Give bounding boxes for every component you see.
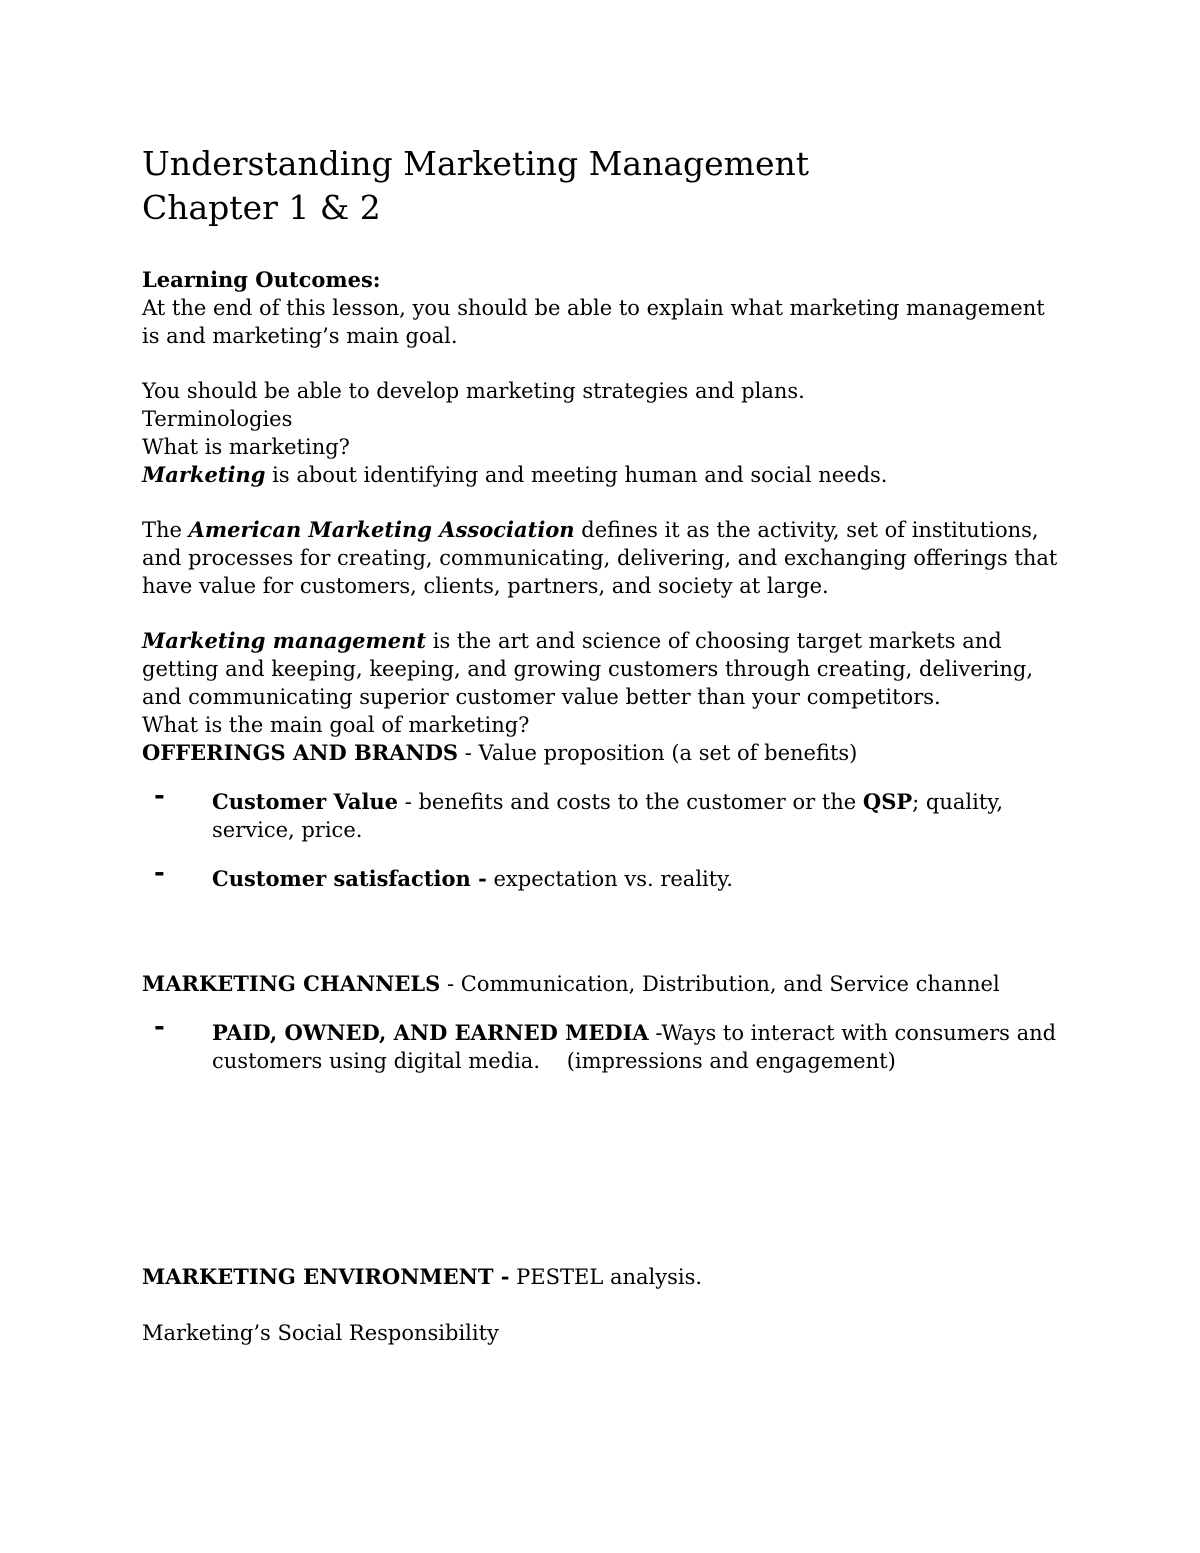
document-content (142, 142, 1062, 1347)
list-item-customer-value (142, 781, 1062, 844)
offerings-heading: OFFERINGS AND BRANDS (142, 740, 459, 765)
social-responsibility-line: Marketing’s Social Responsibility (142, 1321, 499, 1345)
learning-outcomes-heading: Learning Outcomes: (142, 267, 381, 292)
marketing-definition-text: is about identifying and meeting human and social needs. (265, 463, 888, 487)
customer-satisfaction-text: expectation vs. reality. (486, 867, 733, 891)
marketing-term: Marketing (142, 462, 266, 487)
customer-value-rest: ; quality, service, price. (212, 790, 1004, 842)
marketing-management-definition (142, 627, 1062, 711)
document-subtitle: Chapter 1 & 2 (142, 188, 381, 227)
marketing-management-text: is the art and science of choosing target markets and getting and keeping, keeping, and growing customers through creating, delivering, and communicating superior customer value better than your competitors. (142, 629, 1034, 709)
ama-prefix: The (142, 518, 189, 542)
bullet-dash: - (154, 781, 165, 811)
media-term: PAID, OWNED, AND EARNED MEDIA (212, 1020, 649, 1045)
marketing-environment-heading: MARKETING ENVIRONMENT - (142, 1264, 510, 1289)
main-goal-question: What is the main goal of marketing? (142, 713, 530, 737)
offerings-line (142, 739, 1062, 767)
offerings-text: - Value proposition (a set of benefits) (458, 741, 858, 765)
ama-definition (142, 516, 1062, 600)
marketing-channels-heading: MARKETING CHANNELS (142, 971, 441, 996)
list-item-customer-satisfaction (142, 858, 1062, 893)
customer-value-text: - benefits and costs to the customer or the (398, 790, 863, 814)
qsp-term: QSP (862, 789, 913, 814)
ama-definition-text: defines it as the activity, set of institutions, and processes for creating, communicating, delivering, and exchanging offerings that have value for customers, clients, partners, and society at large. (142, 518, 1058, 598)
marketing-channels-text: - Communication, Distribution, and Service channel (440, 972, 1000, 996)
customer-value-term: Customer Value (212, 789, 399, 814)
list-item-paid-owned-earned-media (142, 1012, 1063, 1075)
marketing-channels-line (142, 970, 1062, 998)
terminologies-label: Terminologies (142, 407, 293, 431)
marketing-environment-text: PESTEL analysis. (509, 1265, 703, 1289)
marketing-environment-line (142, 1263, 1062, 1291)
ama-term: American Marketing Association (188, 517, 575, 542)
customer-satisfaction-term: Customer satisfaction - (212, 866, 487, 891)
marketing-management-term: Marketing management (142, 628, 427, 653)
bullet-dash: - (154, 858, 165, 888)
marketing-definition (142, 461, 1062, 489)
bullet-dash: - (154, 1012, 165, 1042)
strategies-paragraph: You should be able to develop marketing strategies and plans. (142, 379, 805, 403)
media-text: -Ways to interact with consumers and customers using digital media. (impressions and engagement) (212, 1021, 1063, 1073)
learning-outcomes-paragraph: At the end of this lesson, you should be able to explain what marketing management is and marketing’s main goal. (142, 296, 1045, 348)
what-is-marketing-question: What is marketing? (142, 435, 350, 459)
document-title: Understanding Marketing Management (142, 144, 809, 183)
